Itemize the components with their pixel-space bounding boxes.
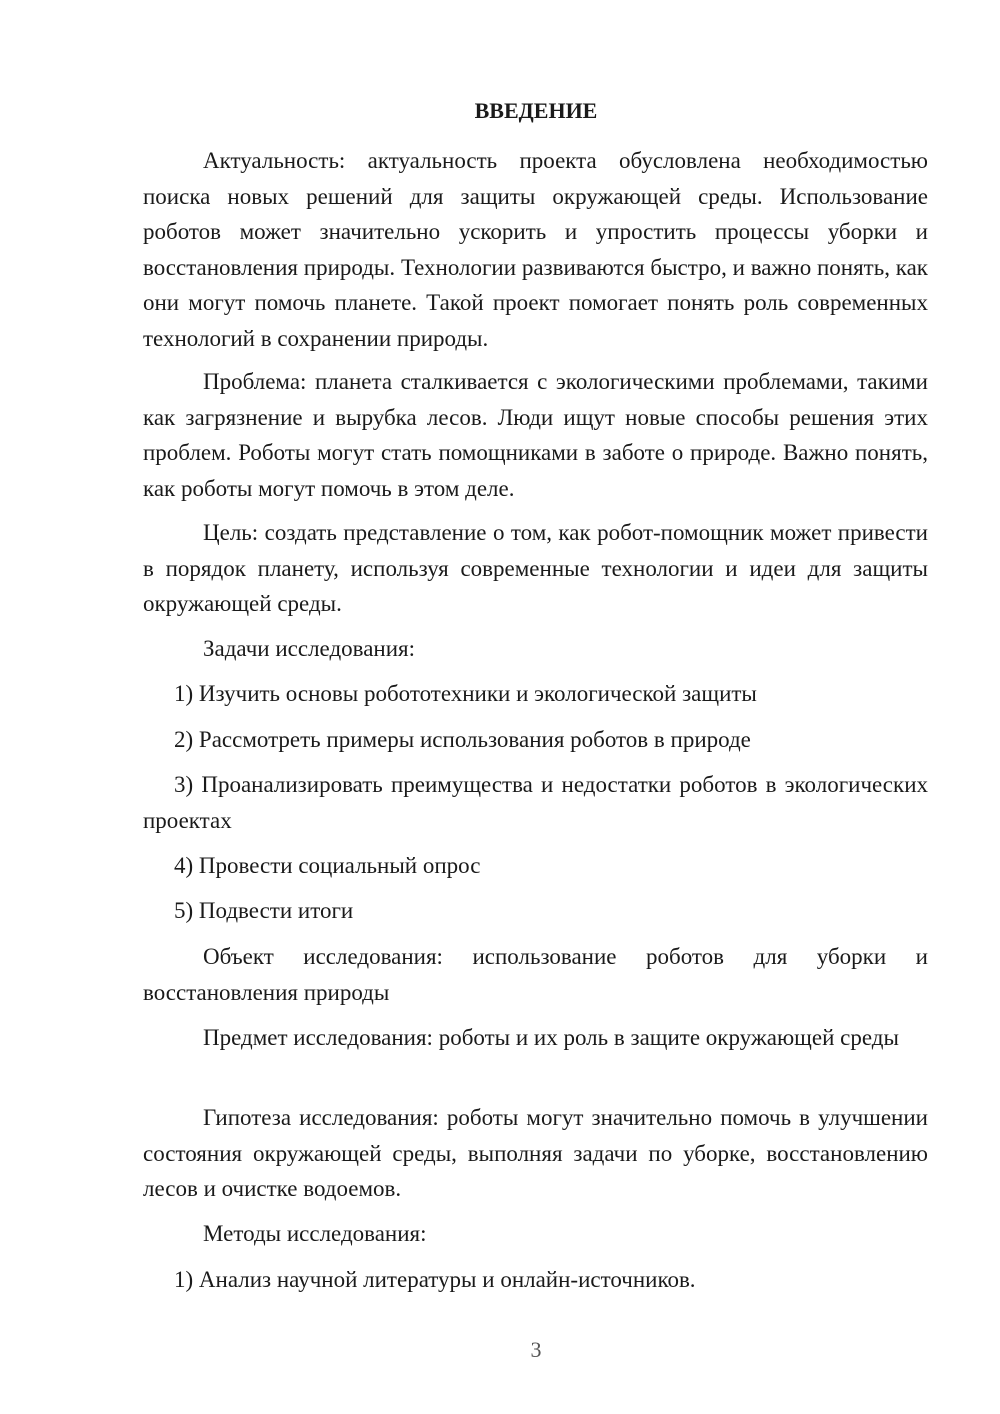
tasks-heading: Задачи исследования: (203, 636, 416, 661)
task-item-3: 3) Проанализировать преимущества и недостатки роботов в экологических проектах (143, 772, 928, 833)
section-heading: ВВЕДЕНИЕ (474, 98, 598, 123)
goal-paragraph: Цель: создать представление о том, как робот-помощник может привести в порядок планету, используя современные технологии и идеи для защиты окружающей среды. (143, 520, 928, 616)
hypothesis-paragraph: Гипотеза исследования: роботы могут значительно помочь в улучшении состояния окружающей среды, выполняя задачи по уборке, восстановлению лесов и очистке водоемов. (143, 1105, 928, 1201)
relevance-paragraph: Актуальность: актуальность проекта обусловлена необходимостью поиска новых решений для защиты окружающей среды. Использование роботов может значительно ускорить и упростить процессы уборки и восстановления природы. Технологии развиваются быстро, и важно понять, как они могут помочь планете. Такой проект помогает понять роль современных технологий в сохранении природы. (143, 148, 928, 351)
task-item-2: 2) Рассмотреть примеры использования роботов в природе (174, 727, 751, 752)
page-number: 3 (530, 1337, 542, 1362)
problem-paragraph: Проблема: планета сталкивается с экологическими проблемами, такими как загрязнение и вырубка лесов. Люди ищут новые способы решения этих проблем. Роботы могут стать помощниками в заботе о природе. Важно понять, как роботы могут помочь в этом деле. (143, 369, 928, 501)
task-item-4: 4) Провести социальный опрос (174, 853, 481, 878)
methods-heading: Методы исследования: (203, 1221, 427, 1246)
subject-paragraph: Предмет исследования: роботы и их роль в защите окружающей среды (203, 1025, 899, 1050)
object-paragraph: Объект исследования: использование роботов для уборки и восстановления природы (143, 944, 928, 1005)
task-item-5: 5) Подвести итоги (174, 898, 354, 923)
task-item-1: 1) Изучить основы робототехники и экологической защиты (174, 681, 757, 706)
method-item-1: 1) Анализ научной литературы и онлайн-источников. (174, 1267, 696, 1292)
